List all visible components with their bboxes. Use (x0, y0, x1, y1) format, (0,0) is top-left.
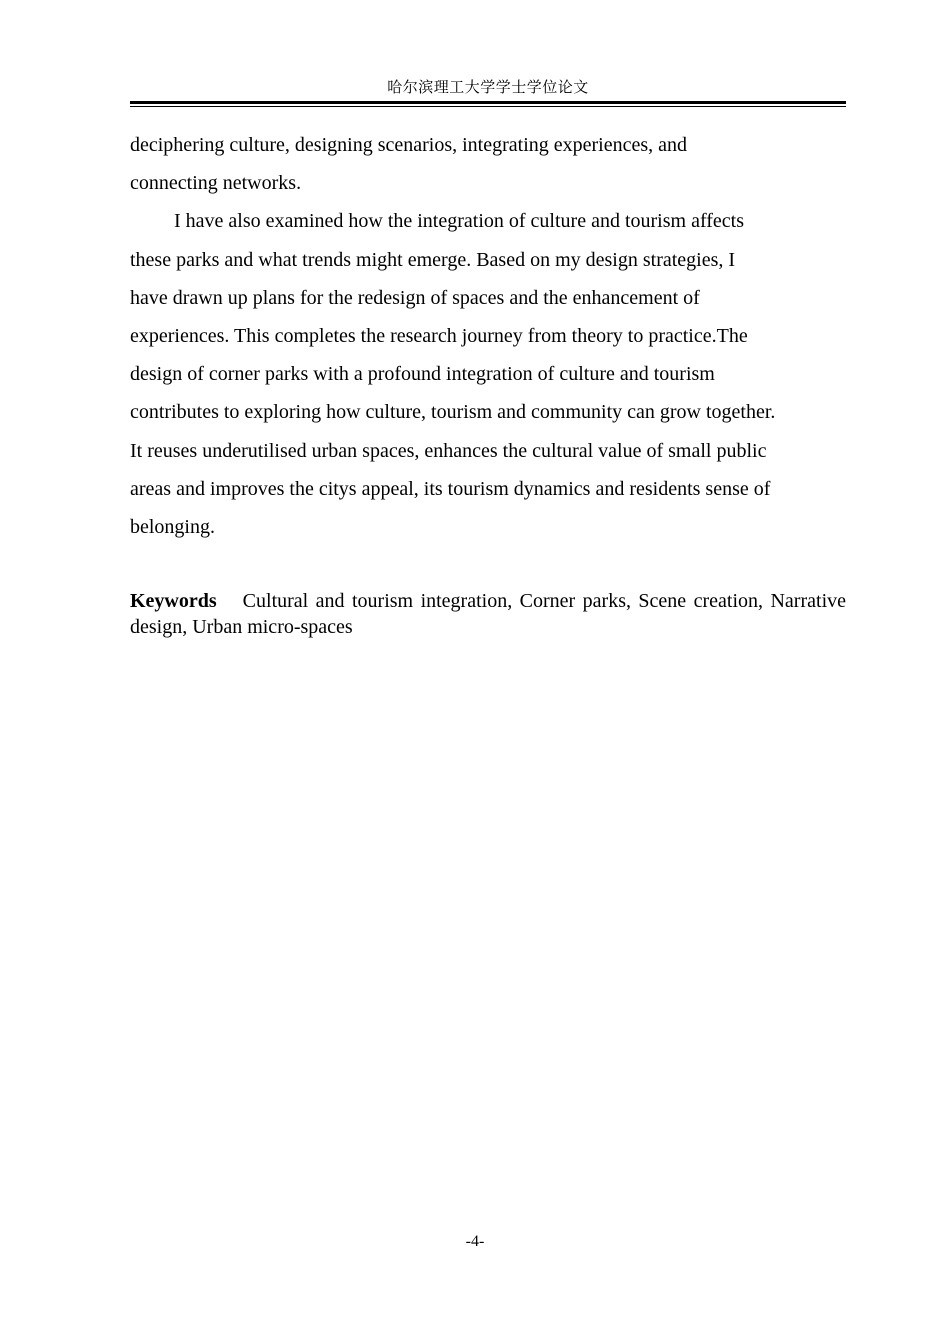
abstract-body (130, 126, 846, 546)
body-line: belonging. (130, 515, 215, 538)
body-line: contributes to exploring how culture, tourism and community can grow together. (130, 401, 776, 424)
body-line: design of corner parks with a profound integration of culture and tourism (130, 363, 715, 386)
body-line: deciphering culture, designing scenarios, integrating experiences, and (130, 134, 688, 156)
header-rule-thick (130, 101, 846, 104)
header-rule-thin (130, 106, 846, 107)
body-line-paragraph-start: I have also examined how the integration of culture and tourism affects (174, 210, 744, 233)
body-line: connecting networks. (130, 172, 302, 195)
keywords-label: Keywords (130, 590, 217, 612)
page-number: -4- (465, 1233, 485, 1250)
keywords-text: Cultural and tourism integration, Corner parks, Scene creation, Narrative design, Urban micro-spaces (130, 590, 846, 638)
body-line: experiences. This completes the research journey from theory to practice.The (130, 324, 748, 347)
body-line: It reuses underutilised urban spaces, enhances the cultural value of small public (130, 439, 767, 462)
body-line: areas and improves the citys appeal, its tourism dynamics and residents sense of (130, 477, 771, 500)
keywords-section (130, 588, 846, 640)
body-line: have drawn up plans for the redesign of spaces and the enhancement of (130, 286, 700, 309)
body-line: these parks and what trends might emerge. Based on my design strategies, I (130, 248, 736, 271)
page-header: 哈尔滨理工大学学士学位论文 (387, 80, 589, 96)
